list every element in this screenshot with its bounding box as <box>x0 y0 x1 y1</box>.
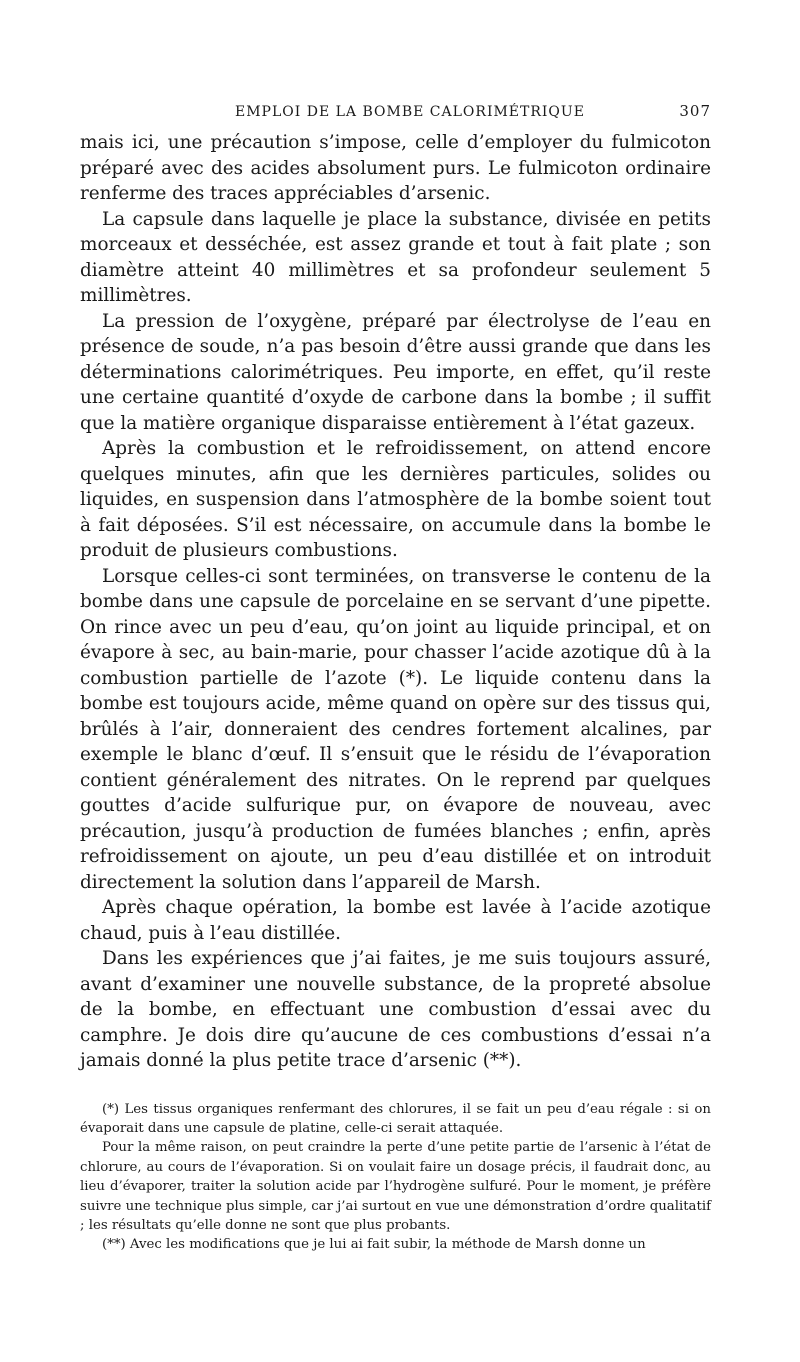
paragraph-7: Dans les expériences que j’ai faites, je me suis toujours assuré, avant d’examiner une nouvelle substance, de la propreté absolue de la bombe, en effectuant une combustion d’essai avec du camphre. Je dois dire qu’aucune de ces combustions d’essai n’a jamais donné la plus petite trace d’arsenic (**). <box>80 948 711 1071</box>
paragraph-4: Après la combustion et le refroidissement, on attend encore quelques minutes, afin que les dernières particules, solides ou liquides, en suspension dans l’atmosphère de la bombe soient tout à fait déposées. S’il est nécessaire, on accumule dans la bombe le produit de plusieurs combustions. <box>80 438 711 561</box>
paragraph-2: La capsule dans laquelle je place la substance, divisée en petits morceaux et desséchée, est assez grande et tout à fait plate ; son diamètre atteint 40 millimètres et sa profondeur seulement 5 millimètres. <box>80 208 711 306</box>
paragraph-5: Lorsque celles-ci sont terminées, on transverse le contenu de la bombe dans une capsule de porcelaine en se servant d’une pipette. On rince avec un peu d’eau, qu’on joint au liquide principal, et on évapore à sec, au bain-marie, pour chasser l’acide azotique dû à la combustion partielle de l’azote (*). Le liquide contenu dans la bombe est toujours acide, même quand on opère sur des tissus qui, brûlés à l’air, donneraient des cendres fortement alcalines, par exemple le blanc d’œuf. Il s’ensuit que le résidu de l’évaporation contient généralement des nitrates. On le reprend par quelques gouttes d’acide sulfurique pur, on évapore de nouveau, avec précaution, jusqu’à production de fumées blanches ; enfin, après refroidissement on ajoute, un peu d’eau distillée et on introduit directement la solution dans l’appareil de Marsh. <box>80 565 711 893</box>
footnote-1-continued: Pour la même raison, on peut craindre la perte d’une petite partie de l’arsenic à l’état de chlorure, au cours de l’évaporation. Si on voulait faire un dosage précis, il faudrait donc, au lieu d’évaporer, traiter la solution acide par l’hydrogène sulfuré. Pour le moment, je préfère suivre une technique plus simple, car j’ai surtout en vue une démonstration d’ordre qualitatif ; les résultats qu’elle donne ne sont que plus probants. <box>80 1140 711 1233</box>
body-text <box>80 130 711 1074</box>
chapter-title: EMPLOI DE LA BOMBE CALORIMÉTRIQUE <box>235 104 585 120</box>
paragraph-1: mais ici, une précaution s’impose, celle d’employer du fulmicoton préparé avec des acides absolument purs. Le fulmicoton ordinaire renferme des traces appréciables d’arsenic. <box>80 132 711 204</box>
book-page <box>80 102 711 1255</box>
running-header <box>80 102 711 120</box>
footnote-2: (**) Avec les modifications que je lui ai fait subir, la méthode de Marsh donne un <box>102 1237 646 1253</box>
paragraph-6: Après chaque opération, la bombe est lavée à l’acide azotique chaud, puis à l’eau distillée. <box>80 897 711 944</box>
footnotes <box>80 1100 711 1255</box>
page-number: 307 <box>679 102 711 120</box>
footnote-1: (*) Les tissus organiques renfermant des chlorures, il se fait un peu d’eau régale : si on évaporait dans une capsule de platine, celle-ci serait attaquée. <box>80 1101 711 1136</box>
paragraph-3: La pression de l’oxygène, préparé par électrolyse de l’eau en présence de soude, n’a pas besoin d’être aussi grande que dans les déterminations calorimétriques. Peu importe, en effet, qu’il reste une certaine quantité d’oxyde de carbone dans la bombe ; il suffit que la matière organique disparaisse entièrement à l’état gazeux. <box>80 310 711 434</box>
